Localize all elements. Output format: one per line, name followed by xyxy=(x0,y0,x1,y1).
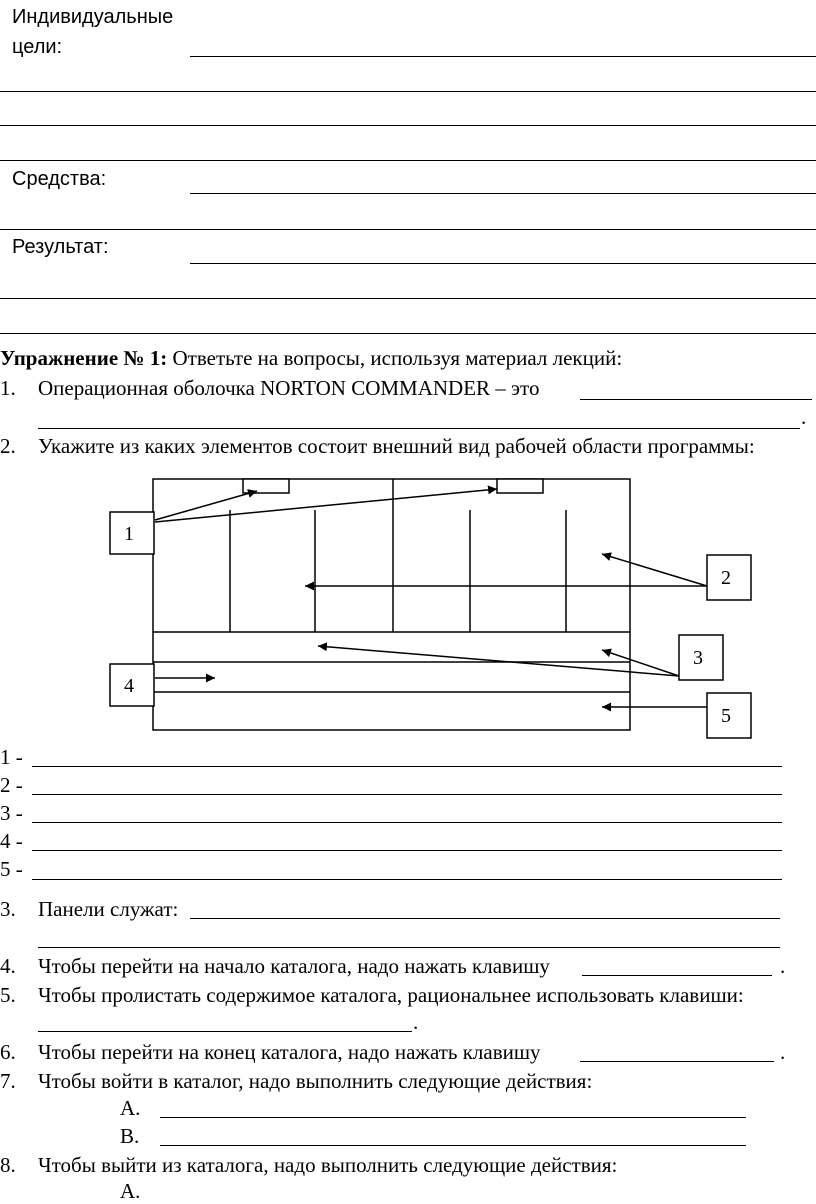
answer-prefix: 5 - xyxy=(0,857,23,881)
arrow-2b xyxy=(602,554,707,586)
q3-number: 3. xyxy=(0,897,16,921)
q7-text: Чтобы войти в каталог, надо выполнить следующие действия: xyxy=(38,1069,593,1093)
answer-prefix: 4 - xyxy=(0,829,23,853)
q4-number: 4. xyxy=(0,954,16,978)
answer-line[interactable] xyxy=(32,794,782,795)
q1-period: . xyxy=(801,405,807,429)
q3-text: Панели служат: xyxy=(38,897,179,921)
answer-line[interactable] xyxy=(32,822,782,823)
q2-text: Укажите из каких элементов состоит внешний вид рабочей области программы: xyxy=(38,434,755,458)
panel-title-left xyxy=(243,479,289,493)
q7-option-a: A. xyxy=(120,1096,141,1120)
q1-number: 1. xyxy=(0,376,16,400)
answer-line[interactable] xyxy=(32,766,782,767)
q6-number: 6. xyxy=(0,1040,16,1064)
q5-text: Чтобы пролистать содержимое каталога, рациональнее использовать клавиши: xyxy=(38,983,744,1007)
result-label: Результат: xyxy=(12,236,109,258)
arrow-1a xyxy=(155,491,257,520)
q5-number: 5. xyxy=(0,983,16,1007)
q7-answer-line-a[interactable] xyxy=(160,1117,746,1118)
arrow-3a xyxy=(318,646,679,676)
answer-prefix: 2 - xyxy=(0,773,23,797)
panel-title-right xyxy=(497,479,543,493)
q8-number: 8. xyxy=(0,1153,16,1177)
q5-period: . xyxy=(413,1010,419,1034)
q5-answer-line[interactable] xyxy=(38,1031,412,1032)
q2-number: 2. xyxy=(0,434,16,458)
q8-text: Чтобы выйти из каталога, надо выполнить следующие действия: xyxy=(38,1153,618,1177)
q4-text: Чтобы перейти на начало каталога, надо нажать клавишу xyxy=(38,954,550,978)
answer-prefix: 1 - xyxy=(0,745,23,769)
callout-label-4: 4 xyxy=(124,675,134,697)
answer-prefix: 3 - xyxy=(0,801,23,825)
callout-label-2: 2 xyxy=(721,567,731,589)
answer-line[interactable] xyxy=(32,850,782,851)
callout-label-5: 5 xyxy=(721,705,731,727)
q8-option-a: A. xyxy=(120,1179,141,1203)
answer-line[interactable] xyxy=(32,879,782,880)
q6-text: Чтобы перейти на конец каталога, надо нажать клавишу xyxy=(38,1040,541,1064)
goals-label-line1: Индивидуальные xyxy=(12,6,174,28)
q1-text: Операционная оболочка NORTON COMMANDER – это xyxy=(38,376,540,400)
q4-answer-line[interactable] xyxy=(582,975,772,976)
q7-option-b: B. xyxy=(120,1124,140,1148)
goals-label-line2: цели: xyxy=(12,36,63,58)
means-label: Средства: xyxy=(12,168,107,190)
q7-answer-line-b[interactable] xyxy=(160,1145,746,1146)
q6-answer-line[interactable] xyxy=(580,1061,774,1062)
callout-label-1: 1 xyxy=(124,523,134,545)
q3-answer-line[interactable] xyxy=(38,947,780,948)
callout-label-3: 3 xyxy=(693,647,703,669)
q7-number: 7. xyxy=(0,1069,16,1093)
q4-period: . xyxy=(780,954,786,978)
q3-answer-line[interactable] xyxy=(190,918,780,919)
q6-period: . xyxy=(780,1040,786,1064)
exercise-intro: Ответьте на вопросы, используя материал лекций: xyxy=(167,346,623,370)
exercise-title: Упражнение № 1: xyxy=(0,346,168,370)
